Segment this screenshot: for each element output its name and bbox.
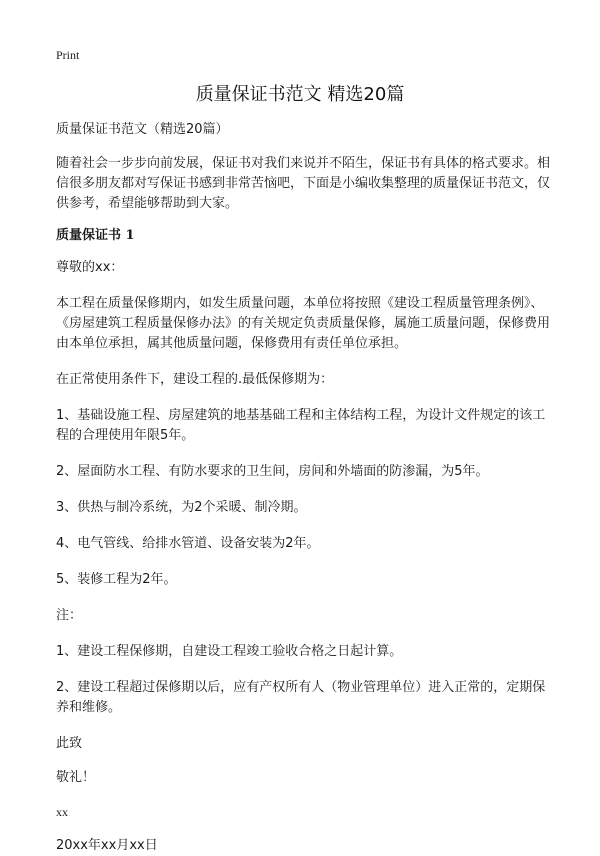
print-link[interactable]: Print xyxy=(56,48,80,62)
section-heading: 质量保证书 1 xyxy=(56,228,135,243)
note-item: 2、建设工程超过保修期以后，应有产权所有人（物业管理单位）进入正常的，定期保养和维修。 xyxy=(56,680,546,715)
list-item: 1、基础设施工程、房屋建筑的地基基础工程和主体结构工程，为设计文件规定的该工程的合理使用年限5年。 xyxy=(56,408,546,443)
document-date: 20xx年xx月xx日 xyxy=(56,838,158,853)
page-title: 质量保证书范文 精选20篇 xyxy=(195,84,405,105)
intro-paragraph: 随着社会一步步向前发展，保证书对我们来说并不陌生，保证书有具体的格式要求。相信很多朋友都对写保证书感到非常苦恼吧，下面是小编收集整理的质量保证书范文，仅供参考，希望能够帮助到大家。 xyxy=(56,156,551,211)
note-item: 1、建设工程保修期，自建设工程竣工验收合格之日起计算。 xyxy=(56,644,403,659)
list-item: 3、供热与制冷系统，为2个采暖、制冷期。 xyxy=(56,500,307,515)
list-item: 2、屋面防水工程、有防水要求的卫生间，房间和外墙面的防渗漏，为5年。 xyxy=(56,464,489,479)
list-item: 5、装修工程为2年。 xyxy=(56,572,177,587)
closing-line: 敬礼！ xyxy=(56,770,96,785)
closing-line: 此致 xyxy=(56,736,83,751)
body-paragraph: 本工程在质量保修期内，如发生质量问题，本单位将按照《建设工程质量管理条例》、《房屋建筑工程质量保修办法》的有关规定负责质量保修，属施工质量问题，保修费用由本单位承担，属其他质量问题，保修费用有责任单位承担。 xyxy=(56,296,551,351)
salutation: 尊敬的xx： xyxy=(56,260,124,275)
body-paragraph: 在正常使用条件下，建设工程的.最低保修期为： xyxy=(56,372,334,387)
document-subtitle: 质量保证书范文（精选20篇） xyxy=(56,122,229,137)
list-item: 4、电气管线、给排水管道、设备安装为2年。 xyxy=(56,536,320,551)
signature: xx xyxy=(56,805,68,819)
note-label: 注： xyxy=(56,608,83,623)
document-body xyxy=(56,120,554,856)
